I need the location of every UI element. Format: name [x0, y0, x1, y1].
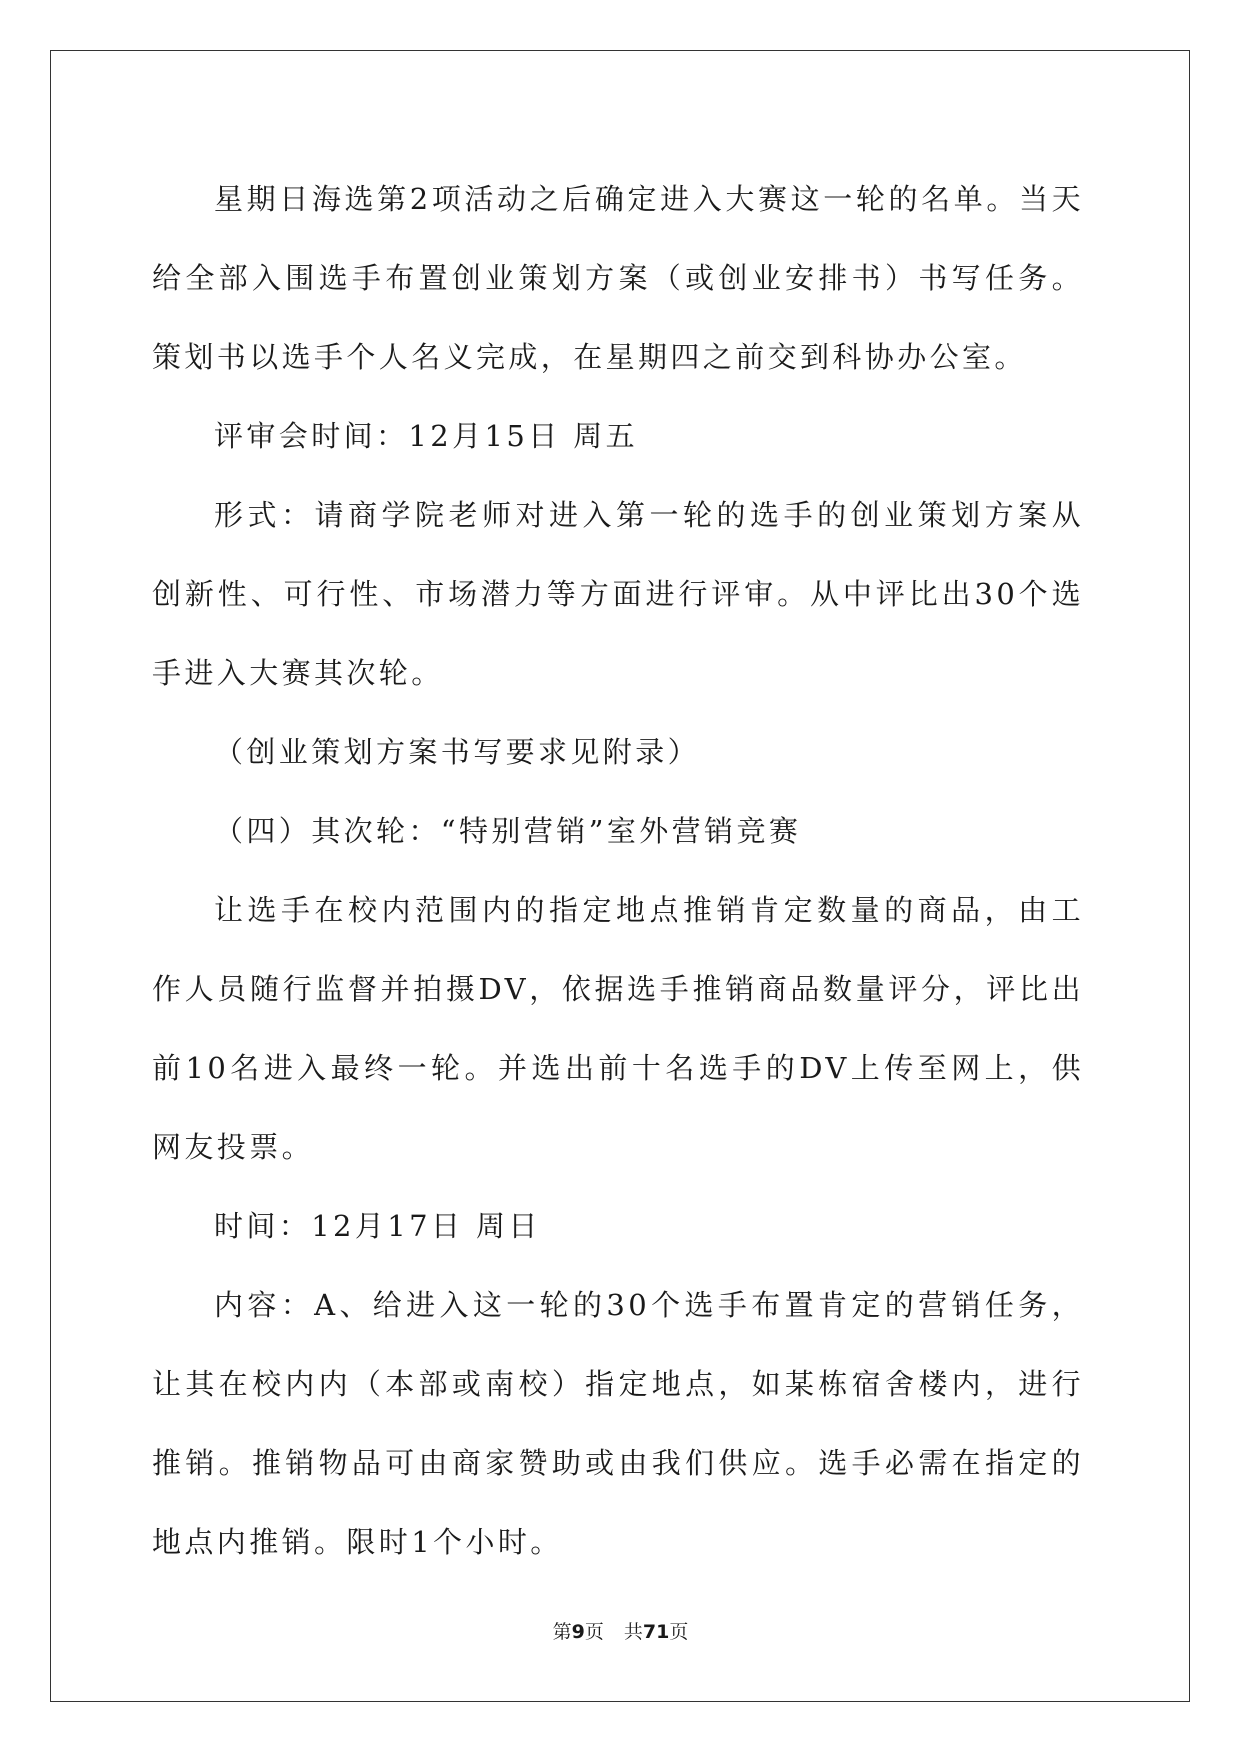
paragraph-round-two-content: 内容：A、给进入这一轮的30个选手布置肯定的营销任务，让其在校内内（本部或南校）指定地点，如某栋宿舍楼内，进行推销。推销物品可由商家赞助或由我们供应。选手必需在指定的地点内推销。限时1个小时。 — [152, 1288, 1084, 1559]
paragraph-review-format: 形式：请商学院老师对进入第一轮的选手的创业策划方案从创新性、可行性、市场潜力等方面进行评审。从中评比出30个选手进入大赛其次轮。 — [152, 498, 1084, 690]
paragraph-round-two-time: 时间：12月17日 周日 — [214, 1209, 541, 1243]
paragraph-round-two-description: 让选手在校内范围内的指定地点推销肯定数量的商品，由工作人员随行监督并拍摄DV，依据选手推销商品数量评分，评比出前10名进入最终一轮。并选出前十名选手的DV上传至网上，供网友投票。 — [152, 893, 1084, 1164]
footer-total-suffix: 页 — [669, 1621, 689, 1643]
paragraph-review-time: 评审会时间：12月15日 周五 — [214, 419, 639, 453]
paragraph-appendix-note: （创业策划方案书写要求见附录） — [214, 735, 701, 769]
footer-page-number: 9 — [571, 1621, 585, 1643]
footer-total-prefix: 共 — [623, 1621, 643, 1643]
section-heading-round-two: （四）其次轮：“特别营销”室外营销竞赛 — [214, 814, 802, 848]
footer-page-suffix: 页 — [584, 1621, 604, 1643]
page-footer — [0, 1617, 1241, 1644]
document-body — [152, 160, 1084, 1582]
footer-page-prefix: 第 — [552, 1621, 572, 1643]
paragraph-selection-result: 星期日海选第2项活动之后确定进入大赛这一轮的名单。当天给全部入围选手布置创业策划方案（或创业安排书）书写任务。策划书以选手个人名义完成，在星期四之前交到科协办公室。 — [152, 182, 1084, 374]
footer-total-pages: 71 — [642, 1621, 670, 1643]
